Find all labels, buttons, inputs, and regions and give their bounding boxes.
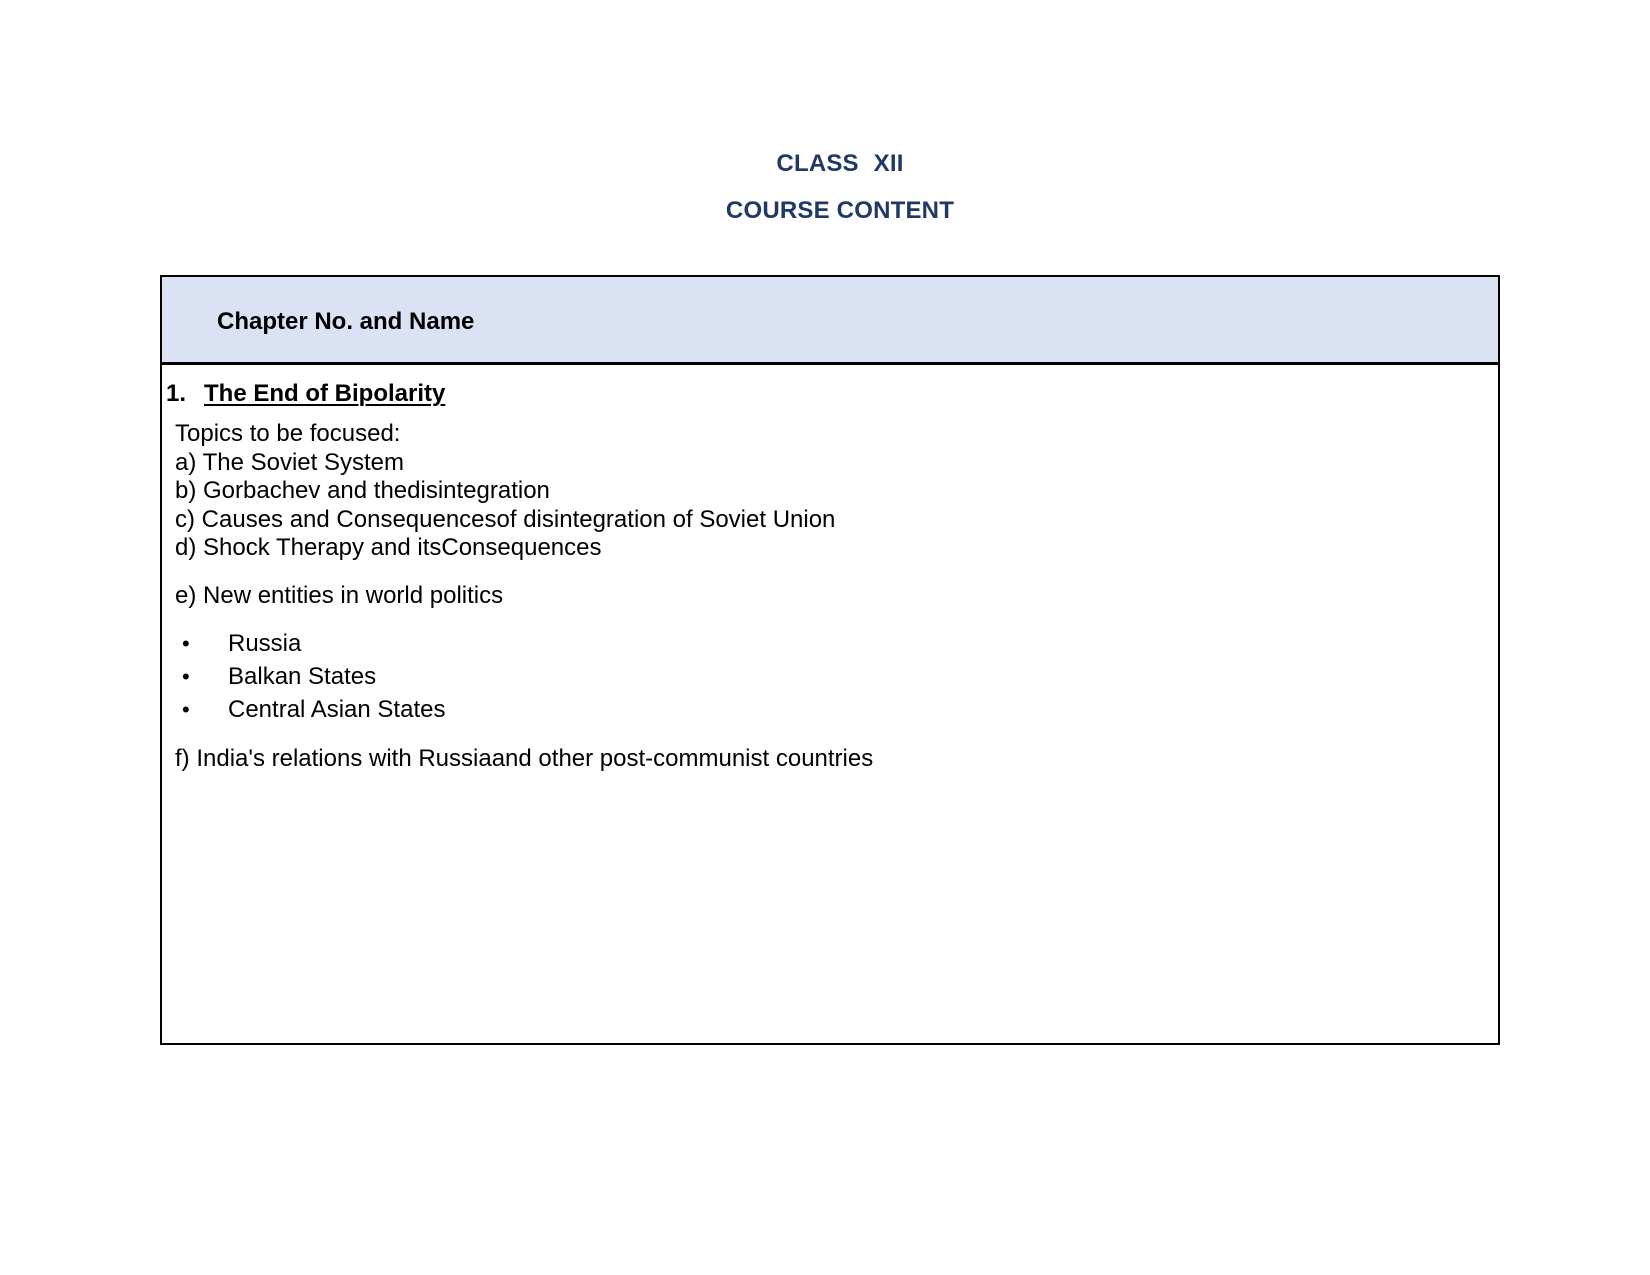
- bullet-item-central-asian-states: [182, 696, 445, 724]
- class-title: CLASS XII: [776, 150, 904, 177]
- topic-item-f: f) India's relations with Russiaand other post-communist countries: [175, 745, 874, 772]
- bullet-text: Central Asian States: [228, 696, 446, 723]
- chapter-number: 1.: [166, 380, 187, 407]
- topic-item-e: e) New entities in world politics: [175, 582, 504, 609]
- bullet-item-russia: [182, 630, 301, 658]
- course-content-table: [160, 275, 1500, 1045]
- topic-item-d: d) Shock Therapy and itsConsequences: [175, 534, 602, 561]
- chapter-name: The End of Bipolarity: [204, 380, 446, 407]
- bullet-icon: •: [182, 697, 190, 722]
- table-header: [162, 277, 1498, 365]
- bullet-icon: •: [182, 664, 190, 689]
- topic-item-c: c) Causes and Consequencesof disintegration of Soviet Union: [175, 506, 836, 533]
- bullet-item-balkan-states: [182, 663, 376, 691]
- chapter-heading: [166, 380, 445, 408]
- topic-item-a: a) The Soviet System: [175, 449, 404, 476]
- topic-item-b: b) Gorbachev and thedisintegration: [175, 477, 550, 504]
- bullet-icon: •: [182, 631, 190, 656]
- bullet-text: Balkan States: [228, 663, 377, 690]
- course-content-title: COURSE CONTENT: [725, 197, 955, 224]
- bullet-text: Russia: [228, 630, 302, 657]
- topics-intro: Topics to be focused:: [175, 420, 401, 447]
- column-header-chapter: Chapter No. and Name: [217, 308, 475, 335]
